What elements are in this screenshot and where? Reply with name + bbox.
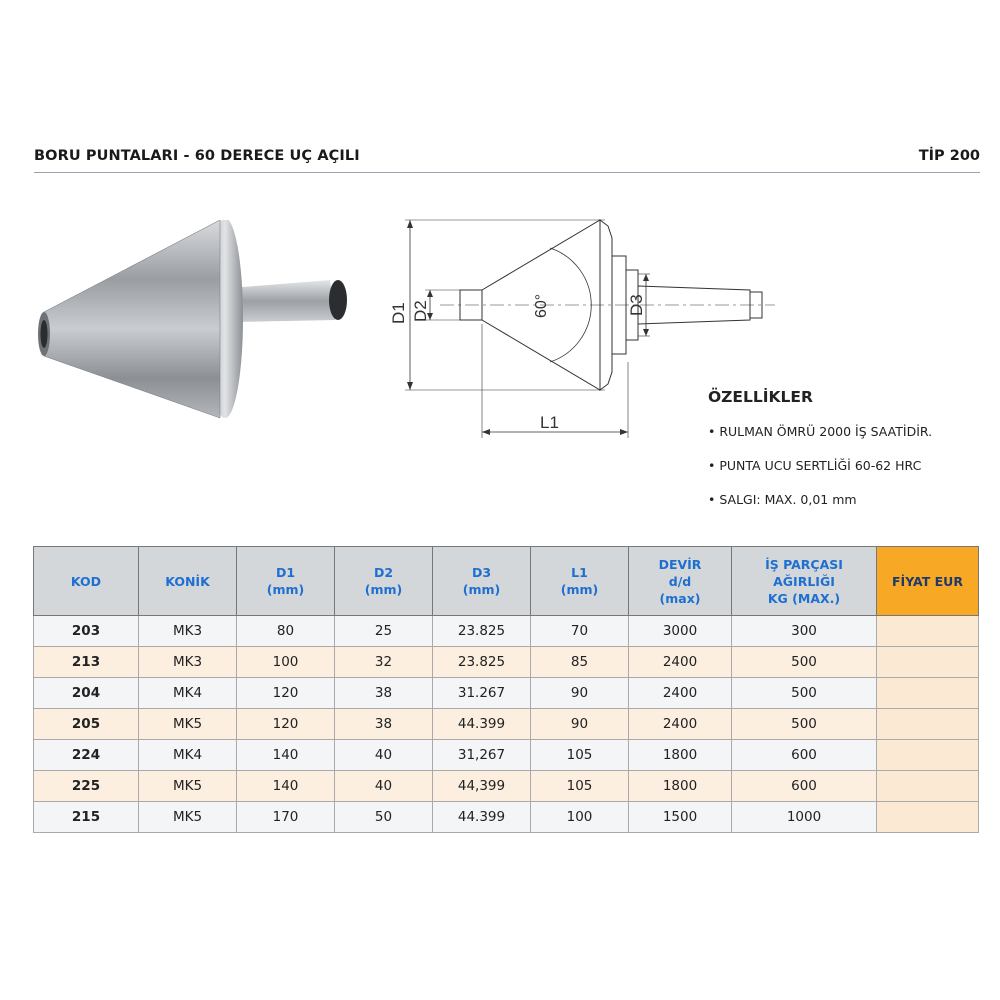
cell-d2: 38 (335, 709, 433, 740)
cell-d2: 32 (335, 647, 433, 678)
cell-fiyat (877, 709, 979, 740)
header-text: d/d (668, 573, 692, 589)
cell-kod: 204 (34, 678, 139, 709)
page-header (34, 146, 980, 173)
cell-kod: 205 (34, 709, 139, 740)
table-row (34, 802, 979, 833)
drawing-label-l1: L1 (540, 413, 559, 432)
cell-d1: 140 (237, 771, 335, 802)
cell-d1: 140 (237, 740, 335, 771)
header-text: D2 (373, 565, 394, 580)
table-row (34, 740, 979, 771)
feature-item: • RULMAN ÖMRÜ 2000 İŞ SAATİDİR. (708, 424, 933, 439)
cell-d3: 44.399 (433, 802, 531, 833)
cell-devir: 3000 (629, 616, 732, 647)
cell-d1: 80 (237, 616, 335, 647)
cell-d2: 38 (335, 678, 433, 709)
header-d1 (237, 547, 335, 616)
cell-agirlik: 500 (732, 678, 877, 709)
header-devir (629, 547, 732, 616)
header-d2 (335, 547, 433, 616)
cell-d3: 44.399 (433, 709, 531, 740)
cell-d1: 120 (237, 709, 335, 740)
table-header-row (34, 547, 979, 616)
cell-d2: 25 (335, 616, 433, 647)
header-text: D1 (275, 565, 296, 580)
cell-kod: 225 (34, 771, 139, 802)
header-agirlik (732, 547, 877, 616)
cell-l1: 100 (531, 802, 629, 833)
cell-konik: MK3 (139, 647, 237, 678)
cell-fiyat (877, 678, 979, 709)
cell-devir: 2400 (629, 709, 732, 740)
cell-devir: 1800 (629, 740, 732, 771)
cell-l1: 105 (531, 771, 629, 802)
table-row (34, 771, 979, 802)
shank-end (329, 280, 347, 320)
table-row (34, 647, 979, 678)
header-fiyat (877, 547, 979, 616)
drawing-label-d1: D1 (389, 302, 408, 324)
cell-d2: 50 (335, 802, 433, 833)
header-text: İŞ PARÇASI (765, 556, 843, 572)
header-text: KG (MAX.) (767, 590, 841, 606)
cell-agirlik: 300 (732, 616, 877, 647)
cell-konik: MK5 (139, 709, 237, 740)
cell-l1: 85 (531, 647, 629, 678)
cell-d1: 170 (237, 802, 335, 833)
header-text: DEVİR (658, 556, 702, 572)
header-text: KOD (70, 573, 102, 589)
cell-d2: 40 (335, 771, 433, 802)
cell-konik: MK5 (139, 771, 237, 802)
header-kod (34, 547, 139, 616)
header-text: (mm) (364, 582, 403, 597)
shank-shape (230, 280, 335, 322)
cell-agirlik: 600 (732, 740, 877, 771)
table-row (34, 616, 979, 647)
cell-devir: 1500 (629, 802, 732, 833)
product-type: TİP 200 (918, 148, 980, 164)
header-text: (mm) (266, 582, 305, 597)
cell-fiyat (877, 802, 979, 833)
feature-item: • SALGI: MAX. 0,01 mm (708, 492, 857, 507)
cell-d1: 100 (237, 647, 335, 678)
cell-agirlik: 500 (732, 709, 877, 740)
header-konik (139, 547, 237, 616)
page-title: BORU PUNTALARI - 60 DERECE UÇ AÇILI (34, 148, 360, 164)
header-l1 (531, 547, 629, 616)
header-text: L1 (571, 565, 588, 580)
header-text: (mm) (560, 582, 599, 597)
header-text: (max) (659, 590, 701, 606)
product-photo (30, 220, 360, 430)
cell-fiyat (877, 771, 979, 802)
cell-kod: 213 (34, 647, 139, 678)
cell-l1: 105 (531, 740, 629, 771)
header-text: (mm) (462, 582, 501, 597)
cell-konik: MK4 (139, 678, 237, 709)
drawing-label-angle: 60° (533, 293, 550, 318)
cell-kod: 203 (34, 616, 139, 647)
cell-konik: MK5 (139, 802, 237, 833)
header-text: FİYAT EUR (892, 573, 963, 589)
drawing-label-d2: D2 (411, 300, 430, 322)
cell-kod: 215 (34, 802, 139, 833)
cell-d2: 40 (335, 740, 433, 771)
cell-agirlik: 500 (732, 647, 877, 678)
cell-fiyat (877, 740, 979, 771)
header-d3 (433, 547, 531, 616)
cell-d1: 120 (237, 678, 335, 709)
cone-shape (44, 220, 220, 418)
cell-konik: MK3 (139, 616, 237, 647)
cell-l1: 70 (531, 616, 629, 647)
cell-l1: 90 (531, 678, 629, 709)
cell-kod: 224 (34, 740, 139, 771)
header-text: AĞIRLIĞI (773, 573, 835, 589)
cell-l1: 90 (531, 709, 629, 740)
spec-table (33, 546, 979, 833)
features-title: ÖZELLİKLER (708, 388, 813, 406)
cell-d3: 23.825 (433, 647, 531, 678)
cell-devir: 2400 (629, 678, 732, 709)
cell-d3: 31,267 (433, 740, 531, 771)
drawing-label-d3: D3 (627, 294, 646, 316)
cell-agirlik: 600 (732, 771, 877, 802)
cell-devir: 2400 (629, 647, 732, 678)
cell-agirlik: 1000 (732, 802, 877, 833)
cell-konik: MK4 (139, 740, 237, 771)
features-section (708, 388, 993, 526)
cell-d3: 31.267 (433, 678, 531, 709)
cell-fiyat (877, 616, 979, 647)
cell-d3: 23.825 (433, 616, 531, 647)
table-row (34, 709, 979, 740)
header-text: KONİK (165, 573, 210, 589)
header-text: D3 (471, 565, 492, 580)
cell-devir: 1800 (629, 771, 732, 802)
feature-item: • PUNTA UCU SERTLİĞİ 60-62 HRC (708, 458, 922, 473)
cell-d3: 44,399 (433, 771, 531, 802)
table-row (34, 678, 979, 709)
cell-fiyat (877, 647, 979, 678)
